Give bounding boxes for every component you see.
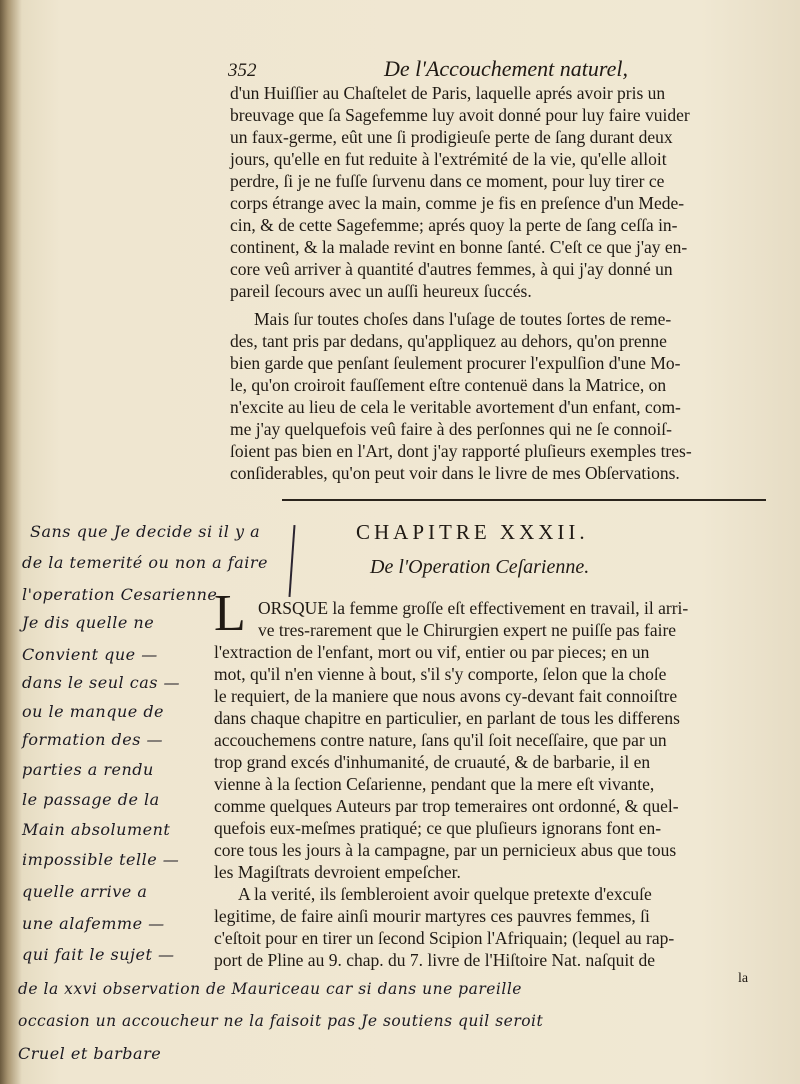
chapter-line: vienne à la ſection Ceſarienne, pendant que la mere eſt vivante, <box>214 774 655 794</box>
chapter-line: port de Pline au 9. chap. du 7. livre de l'Hiſtoire Nat. naſquit de <box>214 950 656 970</box>
chapter-subtitle: De l'Operation Ceſarienne. <box>370 556 590 578</box>
chapter-line: trop grand excés d'inhumanité, de cruauté, & de barbarie, il en <box>214 752 651 772</box>
chapter-line: ve tres-rarement que le Chirurgien expert ne puiſſe pas faire <box>258 620 677 640</box>
body-line: le, qu'on croiroit fauſſement eſtre contenuë dans la Matrice, on <box>230 375 667 395</box>
body-line: des, tant pris par dedans, qu'appliquez au dehors, qu'on prenne <box>230 331 667 351</box>
body-line: n'excite au lieu de cela le veritable avortement d'un enfant, com- <box>230 397 681 417</box>
chapter-line: accouchemens contre nature, ſans qu'il ſoit neceſſaire, que par un <box>214 730 667 750</box>
body-line: un faux-germe, eût une ſi prodigieuſe perte de ſang durant deux <box>230 127 673 147</box>
handwritten-note: Je dis quelle ne <box>22 613 155 632</box>
chapter-line: le requiert, de la maniere que nous avons cy-devant fait connoiſtre <box>214 686 678 706</box>
body-line: d'un Huiſſier au Chaſtelet de Paris, laquelle aprés avoir pris un <box>230 83 666 103</box>
body-line: perdre, ſi je ne fuſſe ſurvenu dans ce moment, pour luy tirer ce <box>230 171 665 191</box>
handwritten-note: dans le seul cas — <box>22 673 181 692</box>
handwritten-note: Convient que — <box>22 645 158 664</box>
drop-cap: L <box>214 585 246 642</box>
chapter-line: dans chaque chapitre en particulier, en parlant de tous les differens <box>214 708 680 728</box>
chapter-line: ORSQUE la femme groſſe eſt effectivement en travail, il arri- <box>258 598 689 618</box>
handwritten-note: formation des — <box>22 730 163 749</box>
chapter-line: les Magiſtrats devroient empeſcher. <box>214 862 461 882</box>
chapter-line: l'extraction de l'enfant, mort ou vif, entier ou par pieces; en un <box>214 642 650 662</box>
handwritten-note: Sans que Je decide si il y a <box>30 522 261 541</box>
handwritten-note: de la temerité ou non a faire <box>22 553 268 572</box>
body-line: me j'ay quelquefois veû faire à des perſonnes qui ne ſe connoiſ- <box>230 419 672 439</box>
chapter-line: core tous les jours à la campagne, par un pernicieux abus que tous <box>214 840 677 860</box>
body-line: Mais ſur toutes choſes dans l'uſage de toutes ſortes de reme- <box>254 309 672 329</box>
running-title: De l'Accouchement naturel, <box>384 56 628 81</box>
handwritten-note: l'operation Cesarienne <box>22 585 218 604</box>
body-line: corps étrange avec la main, comme je fis en preſence d'un Mede- <box>230 193 685 213</box>
chapter-line: A la verité, ils ſembleroient avoir quelque pretexte d'excuſe <box>238 884 652 904</box>
handwritten-note: quelle arrive a <box>22 882 148 901</box>
chapter-line: quefois eux-meſmes pratiqué; ce que pluſieurs ignorans font en- <box>214 818 662 838</box>
chapter-line: legitime, de faire ainſi mourir martyres ces pauvres femmes, ſi <box>214 906 650 926</box>
body-line: breuvage que ſa Sagefemme luy avoit donné pour luy faire vuider <box>230 105 690 125</box>
chapter-line: mot, qu'il n'en vienne à bout, s'il s'y comporte, ſelon que la choſe <box>214 664 667 684</box>
handwritten-note: impossible telle — <box>22 850 180 869</box>
body-line: continent, & la malade revint en bonne ſanté. C'eſt ce que j'ay en- <box>230 237 688 257</box>
chapter-heading: CHAPITRE XXXII. <box>356 520 589 544</box>
handwritten-note: le passage de la <box>22 790 160 809</box>
body-line: pareil ſecours avec un auſſi heureux ſuccés. <box>230 281 532 301</box>
body-line: jours, qu'elle en fut reduite à l'extrémité de la vie, qu'elle alloit <box>230 149 667 169</box>
handwritten-note: Main absolument <box>22 820 171 839</box>
section-rule <box>282 499 766 501</box>
handwritten-note: occasion un accoucheur ne la faisoit pas Je soutiens quil seroit <box>18 1012 544 1030</box>
handwritten-note: Cruel et barbare <box>18 1044 162 1063</box>
chapter-line: comme quelques Auteurs par trop temeraires ont ordonné, & quel- <box>214 796 679 816</box>
handwritten-stroke <box>288 525 295 597</box>
chapter-line-tail: la <box>738 971 749 986</box>
body-line: conſiderables, qu'on peut voir dans le livre de mes Obſervations. <box>230 463 680 483</box>
handwritten-note: qui fait le sujet — <box>22 945 175 964</box>
body-line: ſoient pas bien en l'Art, dont j'ay rapporté pluſieurs exemples tres- <box>230 441 692 461</box>
handwritten-note: une alafemme — <box>22 914 165 933</box>
handwritten-note: ou le manque de <box>22 702 165 721</box>
body-line: bien garde que penſant ſeulement procurer l'expulſion d'une Mo- <box>230 353 681 373</box>
handwritten-note: parties a rendu <box>22 760 154 779</box>
page-number: 352 <box>228 60 257 81</box>
body-line: core veû arriver à quantité d'autres femmes, à qui j'ay donné un <box>230 259 673 279</box>
body-line: cin, & de cette Sagefemme; aprés quoy la perte de ſang ceſſa in- <box>230 215 678 235</box>
handwritten-note: de la xxvi observation de Mauriceau car si dans une pareille <box>18 980 522 998</box>
chapter-line: c'eſtoit pour en tirer un ſecond Scipion l'Afriquain; (lequel au rap- <box>214 928 675 948</box>
